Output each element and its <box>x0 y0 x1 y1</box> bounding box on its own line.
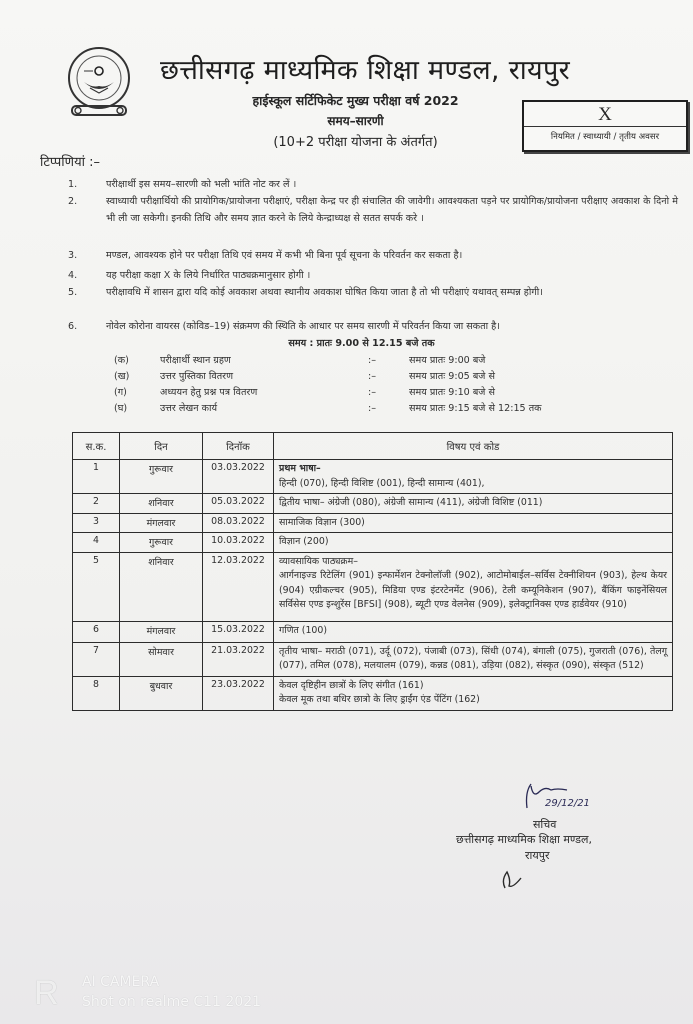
table-row <box>73 676 673 710</box>
cell-date: 05.03.2022 <box>203 494 274 514</box>
slot-separator: :– <box>368 371 377 382</box>
cell-date: 21.03.2022 <box>203 642 274 676</box>
note-number: 6. <box>68 321 78 332</box>
slot-separator: :– <box>368 355 377 366</box>
slot-label: उत्तर लेखन कार्य <box>160 403 218 414</box>
watermark-line-1: AI CAMERA <box>82 974 160 990</box>
subject-text: केवल मूक तथा बधिर छात्रो के लिए ड्राईंग एंड पेंटिंग (162) <box>279 694 480 705</box>
table-row <box>73 533 673 553</box>
timing-heading: समय : प्रातः 9.00 से 12.15 बजे तक <box>288 338 435 349</box>
note-item <box>68 284 678 301</box>
table-header-row <box>73 433 673 460</box>
note-number: 2. <box>68 196 78 207</box>
slot-key: (ग) <box>114 387 127 398</box>
note-item <box>68 247 678 264</box>
cell-subject: सामाजिक विज्ञान (300) <box>274 513 673 533</box>
subject-text: केवल दृष्टिहीन छात्रों के लिए संगीत (161) <box>279 679 424 691</box>
slot-key: (घ) <box>114 403 128 414</box>
realme-logo-icon: R <box>34 974 59 1012</box>
cell-serial: 3 <box>73 513 120 533</box>
cell-serial: 7 <box>73 642 120 676</box>
note-item <box>68 267 678 284</box>
note-text: परीक्षावधि में शासन द्वारा यदि कोई अवकाश अथवा स्थानीय अवकाश घोषित किया जाता है तो भी परीक्षाएं यथावत् सम्पन्न होगी। <box>106 287 543 298</box>
cell-day: सोमवार <box>120 642 203 676</box>
note-number: 4. <box>68 270 78 281</box>
slot-separator: :– <box>368 403 377 414</box>
cell-day: बुधवार <box>120 676 203 710</box>
cell-serial: 6 <box>73 621 120 642</box>
cell-day: शनिवार <box>120 494 203 514</box>
note-number: 5. <box>68 287 78 298</box>
slot-key: (ख) <box>114 371 130 382</box>
class-box <box>522 100 688 152</box>
note-text: यह परीक्षा कक्षा X के लिये निर्धारित पाठ्यक्रमानुसार होगी । <box>106 270 311 281</box>
note-text: परीक्षार्थी इस समय–सारणी को भली भांति नोट कर लें । <box>106 179 297 190</box>
header-day: दिन <box>120 433 203 460</box>
table-row <box>73 552 673 621</box>
subject-title: व्यावसायिक पाठ्यक्रम– <box>279 555 358 567</box>
cell-subject <box>274 676 673 710</box>
header-date: दिनॉक <box>203 433 274 460</box>
note-item <box>68 176 678 193</box>
cell-date: 23.03.2022 <box>203 676 274 710</box>
notes-heading: टिप्पणियां :– <box>40 155 100 170</box>
slot-time: समय प्रातः 9:15 बजे से 12:15 तक <box>409 403 542 414</box>
cell-subject: द्वितीय भाषा– अंग्रेजी (080), अंग्रेजी सामान्य (411), अंग्रेजी विशिष्ट (011) <box>274 494 673 514</box>
cell-subject: गणित (100) <box>274 621 673 642</box>
cell-date: 03.03.2022 <box>203 460 274 494</box>
scheme: (10+2 परीक्षा योजना के अंतर्गत) <box>273 135 438 150</box>
subject-title: प्रथम भाषा– <box>279 463 321 474</box>
timetable <box>72 432 673 711</box>
cell-date: 08.03.2022 <box>203 513 274 533</box>
slot-key: (क) <box>114 355 129 366</box>
table-row <box>73 513 673 533</box>
doc-type: समय–सारणी <box>327 114 384 128</box>
table-row <box>73 621 673 642</box>
note-number: 1. <box>68 179 78 190</box>
note-text: स्वाध्यायी परीक्षार्थियो की प्रायोगिक/प्रायोजना परीक्षाएं, परीक्षा केन्द्र पर ही संचालित की जावेगी। आवश्यकता पड़ने पर प्रायोगिक/प्रायोजना परीक्षाए अवकाश के दिनो मे भी ली जा सकेगी। इनकी तिथि और समय ज्ञात करने के लिये केन्द्राध्यक्ष से सतत सपर्क करे । <box>106 196 678 224</box>
cell-serial: 4 <box>73 533 120 553</box>
signatory-designation: सचिव <box>533 818 557 831</box>
slot-label: परीक्षार्थी स्थान ग्रहण <box>160 355 231 366</box>
board-name: छत्तीसगढ़ माध्यमिक शिक्षा मण्डल, रायपुर <box>160 55 570 86</box>
slot-time: समय प्रातः 9:10 बजे से <box>409 387 495 398</box>
initial-mark-icon <box>497 866 527 891</box>
note-text: मण्डल, आवश्यक होने पर परीक्षा तिथि एवं समय में कभी भी बिना पूर्व सूचना के परिवर्तन कर सकता है। <box>106 250 463 261</box>
cell-date: 10.03.2022 <box>203 533 274 553</box>
note-item <box>68 193 678 227</box>
note-text: नोवेल कोरोना वायरस (कोविड–19) संक्रमण की स्थिति के आधार पर समय सारणी में परिवर्तन किया जा सकता है। <box>106 321 500 332</box>
cell-subject <box>274 460 673 494</box>
cell-serial: 2 <box>73 494 120 514</box>
slot-time: समय प्रातः 9:00 बजे <box>409 355 486 366</box>
watermark-line-2: Shot on realme C11 2021 <box>82 994 262 1010</box>
slot-time: समय प्रातः 9:05 बजे से <box>409 371 495 382</box>
table-row <box>73 460 673 494</box>
header-subject: विषय एवं कोड <box>274 433 673 460</box>
cell-subject: तृतीय भाषा– मराठी (071), उर्दू (072), पंजाबी (073), सिंधी (074), बंगाली (075), गुजराती (076), तेलगू (077), तमिल (078), मलयालम (079), कन्नड (081), उड़िया (082), संस्कृत (090), संस्कृत (512) <box>274 642 673 676</box>
header-serial: स.क. <box>73 433 120 460</box>
subject-text: आर्गनाइज्ड रिटेलिंग (901) इन्फार्मेशन टेक्नोलॉजी (902), आटोमोबाईल–सर्विस टेक्नीशियन (903), हेल्थ केयर (904) एग्रीकल्चर (905), मिडिया एण्ड इंटरटेनमेंट (906), टेली कम्यूनिकेशन (907), बैंकिंग फाइनेंसियल सर्विसेस एण्ड इन्शुरेंस [BFSI] (908), ब्यूटी एण्ड वेलनेस (909), इलेक्ट्रानिक्स एण्ड हार्डवेयर (910) <box>279 570 667 610</box>
class-label: X <box>524 102 686 127</box>
slot-label: अध्ययन हेतु प्रश्न पत्र वितरण <box>160 387 258 398</box>
signature-date: 29/12/21 <box>545 798 590 809</box>
table-row <box>73 494 673 514</box>
exam-title: हाईस्कूल सर्टिफिकेट मुख्य परीक्षा वर्ष 2022 <box>252 93 459 108</box>
cell-day: मंगलवार <box>120 513 203 533</box>
cell-date: 15.03.2022 <box>203 621 274 642</box>
table-row <box>73 642 673 676</box>
signatory-city: रायपुर <box>525 849 550 862</box>
cell-serial: 1 <box>73 460 120 494</box>
cell-subject <box>274 552 673 621</box>
cell-day: शनिवार <box>120 552 203 621</box>
cell-day: मंगलवार <box>120 621 203 642</box>
cell-serial: 5 <box>73 552 120 621</box>
slot-label: उत्तर पुस्तिका वितरण <box>160 371 234 382</box>
candidate-category: नियमित / स्वाध्यायी / तृतीय अवसर <box>550 132 660 142</box>
signatory-office: छत्तीसगढ़ माध्यमिक शिक्षा मण्डल, <box>456 833 592 846</box>
cell-subject: विज्ञान (200) <box>274 533 673 553</box>
slot-separator: :– <box>368 387 377 398</box>
cell-day: गुरूवार <box>120 460 203 494</box>
cell-serial: 8 <box>73 676 120 710</box>
note-number: 3. <box>68 250 78 261</box>
subject-text: हिन्दी (070), हिन्दी विशिष्ट (001), हिन्दी सामान्य (401), <box>279 477 485 489</box>
cell-date: 12.03.2022 <box>203 552 274 621</box>
note-item <box>68 318 678 335</box>
cell-day: गुरूवार <box>120 533 203 553</box>
